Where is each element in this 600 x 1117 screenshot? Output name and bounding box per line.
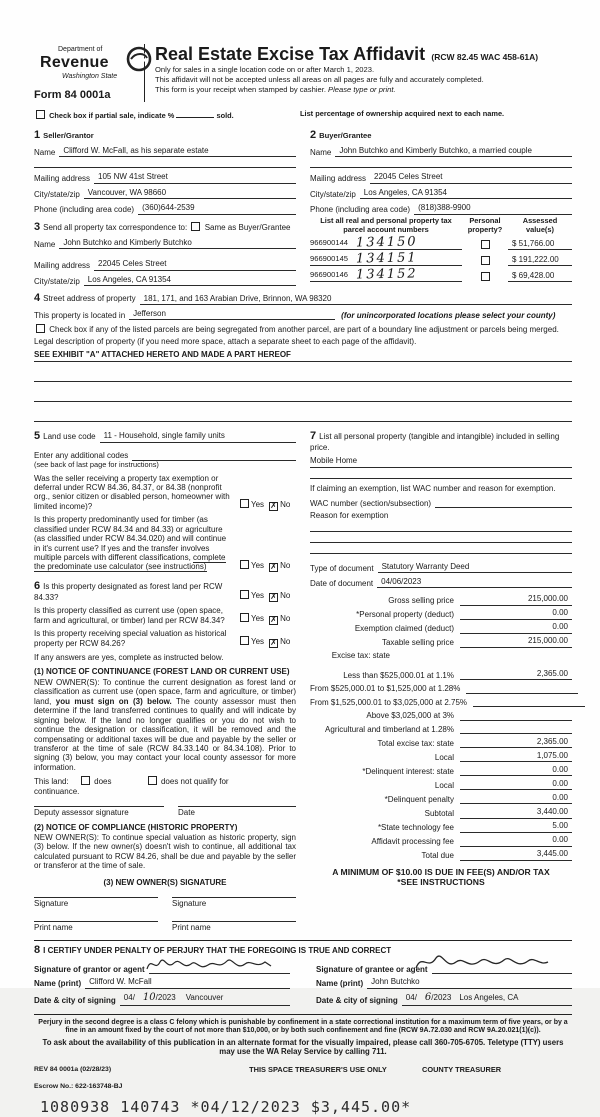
parcel-row (310, 234, 572, 251)
tax-row (310, 821, 572, 832)
forest-instruction: If any answers are yes, complete as instructed below. (34, 653, 224, 663)
assessed-value: $ 51,766.00 (508, 239, 572, 250)
personal-property-value: Mobile Home (310, 456, 572, 467)
yes-label: Yes (251, 500, 265, 510)
document-date-value: 04/06/2023 (377, 577, 572, 588)
tax-row (310, 737, 572, 748)
question-text (34, 515, 238, 572)
exemption-note: If claiming an exemption, list WAC number and reason for exemption. (310, 483, 556, 493)
tax-row-label: Local (434, 781, 454, 791)
new-owner-signature-row (34, 897, 296, 908)
tax-row-value (460, 723, 572, 734)
seller-phone-label: Phone (including area code) (34, 205, 135, 215)
header-note-2: This affidavit will not be accepted unless all areas on all pages are fully and accurately completed. (155, 75, 484, 85)
document-type-value: Statutory Warranty Deed (378, 562, 572, 573)
print-name-label: Print name (172, 921, 296, 932)
question-timber-use (34, 515, 296, 572)
question-answer (238, 636, 296, 648)
parcel-col-personal: Personal property? (467, 215, 503, 234)
no-checkbox (269, 563, 278, 572)
notice-compliance-title: (2) NOTICE OF COMPLIANCE (HISTORIC PROPERTY) (34, 822, 238, 832)
question-answer (238, 590, 296, 602)
correspondence-city-label: City/state/zip (34, 276, 80, 286)
notice-body-bold: you must sign on (3) below. (55, 696, 172, 706)
street-address-value: 181, 171, and 163 Arabian Drive, Brinnon, WA 98320 (140, 294, 572, 305)
tax-row-label: Excise tax: state (331, 651, 390, 661)
date-suffix: /2023 (431, 992, 452, 1002)
land-use-label: Land use code (43, 431, 96, 441)
tax-row (310, 765, 572, 776)
no-checkbox (269, 639, 278, 648)
no-label: No (280, 591, 291, 601)
question-answer (238, 499, 296, 511)
document-date-label: Date of document (310, 578, 374, 588)
parcel-handwritten-number: 134152 (355, 266, 418, 283)
tax-row-label: Exemption claimed (deduct) (354, 624, 454, 634)
ownership-note: List percentage of ownership acquired next to each name. (300, 109, 505, 119)
tax-row-label: *Delinquent penalty (384, 795, 454, 805)
personal-property-checkbox (481, 272, 490, 281)
tax-row-value: 3,445.00 (460, 849, 572, 860)
question-text: Is this property classified as current use (open space, farm and agricultural, or timber) land per RCW 84.34? (34, 606, 225, 625)
correspondence-mailing-value: 22045 Celes Street (94, 259, 296, 270)
tax-row-value: 0.00 (460, 608, 572, 619)
assessed-value: $ 69,428.00 (508, 271, 572, 282)
grantee-signature-block (316, 960, 572, 1005)
blank-line (34, 411, 572, 422)
tax-row-label: *Delinquent interest: state (362, 766, 454, 776)
notice-compliance-body: NEW OWNER(S): To continue special valuation as historic property, sign (3) below. If the new owner(s) doesn't wish to continue, all additional tax calculated pursuant to RCW 84.26, shall be due and payable by the seller or transferor at the time of sale. (34, 833, 296, 871)
section-correspondence (34, 221, 296, 234)
section-2-number: 2 (310, 129, 317, 142)
grantor-print-name: Clifford W. McFall (85, 977, 290, 988)
tax-row (310, 710, 572, 721)
grantee-print-label: Name (print) (316, 979, 364, 989)
partial-sale-label: Check box if partial sale, indicate % (49, 111, 175, 121)
tax-row-value: 215,000.00 (460, 594, 572, 605)
section-8-number: 8 (34, 944, 41, 957)
no-checkbox (269, 593, 278, 602)
tax-row-value: 3,440.00 (460, 807, 572, 818)
perjury-statement: Perjury in the second degree is a class C felony which is punishable by confinement in a state correctional institution for a maximum term of five years, or by a fine in an amount fixed by the court of not more than $10,000, or by both such confinement and fine (RCW 9A.72.030 and RCW 9A.20.021(1)(c)). (34, 1014, 572, 1036)
partial-sale-left (34, 110, 234, 121)
tax-row (310, 651, 572, 661)
section-property (34, 292, 572, 422)
tax-row-value: 0.00 (460, 835, 572, 846)
street-address-label: Street address of property (43, 294, 136, 304)
no-mark: ✗ (270, 592, 277, 602)
buyer-name-label: Name (310, 148, 332, 158)
grantor-date-label: Date & city of signing (34, 996, 116, 1006)
correspondence-label: Send all property tax correspondence to: (43, 222, 188, 232)
buyer-phone-label: Phone (including area code) (310, 205, 411, 215)
tax-row (310, 793, 572, 804)
correspondence-mailing-label: Mailing address (34, 261, 91, 271)
tax-row-label: Local (434, 752, 454, 762)
tax-row-label: Above $3,025,000 at 3% (366, 711, 454, 721)
notice-continuance-body (34, 678, 296, 772)
legal-description-value: SEE EXHIBIT "A" ATTACHED HERETO AND MADE A PART HEREOF (34, 350, 572, 361)
blank-line (310, 157, 572, 168)
no-label: No (280, 560, 291, 570)
header-note-3-italic: Please type or print. (328, 85, 396, 95)
land-use-code-value: 11 - Household, single family units (100, 431, 296, 442)
tax-row-value (466, 683, 578, 694)
escrow-number: Escrow No.: 622-163748-BJ (34, 1083, 123, 1091)
tax-row-label: Less than $525,000.01 at 1.1% (343, 670, 454, 680)
yes-checkbox (240, 636, 249, 645)
deputy-date-label: Date (178, 806, 296, 817)
correspondence-city-value: Los Angeles, CA 91354 (84, 275, 296, 286)
grantor-signature-label: Signature of grantor or agent (34, 964, 145, 974)
tax-row-label: Affidavit processing fee (371, 837, 454, 847)
accessibility-note: To ask about the availability of this publication in an alternate format for the visually impaired, please call 360-705-6705. Teletype (TTY) users may use the WA Relay Service by calling 711. (42, 1038, 564, 1057)
buyer-city-value: Los Angeles, CA 91354 (360, 188, 572, 199)
header-note-3-text: This form is your receipt when stamped by cashier. (155, 85, 329, 95)
new-owner-print-row (34, 921, 296, 932)
parcel-table (310, 217, 572, 282)
section-land-use (34, 430, 296, 572)
does-not-label: does not qualify for (160, 777, 229, 787)
no-mark: ✗ (270, 638, 277, 648)
question-tax-exemption (34, 474, 296, 512)
tax-row-label: From $1,525,000.01 to $3,025,000 at 2.75% (310, 697, 468, 707)
no-label: No (280, 500, 291, 510)
minimum-due-line2: *SEE INSTRUCTIONS (397, 876, 485, 887)
yes-checkbox (240, 590, 249, 599)
land-qualify-row (34, 776, 296, 796)
section-buyer (310, 129, 572, 286)
personal-property-checkbox (481, 240, 490, 249)
tax-computation-table (310, 594, 572, 860)
tax-row-label: Subtotal (424, 809, 454, 819)
wac-number-value (435, 497, 572, 508)
tax-row-value: 0.00 (460, 793, 572, 804)
deputy-signature-row (34, 806, 296, 817)
correspondence-name-value: John Butchko and Kimberly Butchko (59, 238, 296, 249)
form-title: Real Estate Excise Tax Affidavit (155, 44, 426, 64)
tax-row (310, 723, 572, 734)
this-land-label: This land: (34, 777, 69, 787)
tax-row-value (460, 651, 572, 661)
personal-property-label: List all personal property (tangible and intangible) included in selling price. (310, 431, 560, 452)
buyer-city-label: City/state/zip (310, 189, 356, 199)
grantor-print-label: Name (print) (34, 979, 82, 989)
date-prefix: 04/ (123, 992, 135, 1002)
tax-row (310, 636, 572, 647)
tax-row-label: Agricultural and timberland at 1.28% (325, 724, 454, 734)
partial-sale-sold-label: sold. (216, 111, 234, 121)
county-treasurer-label: COUNTY TREASURER (422, 1065, 502, 1075)
legal-description-label: Legal description of property (if you need more space, attach a separate sheet to each page of the affidavit). (34, 336, 417, 346)
seller-name-value: Clifford W. McFall, as his separate estate (59, 146, 296, 157)
no-checkbox (269, 616, 278, 625)
blank-line (34, 157, 296, 168)
section-personal-property (310, 430, 572, 932)
grantor-signature-block (34, 960, 290, 1005)
grantor-date-value (120, 992, 290, 1006)
parcel-row (310, 266, 572, 283)
tax-row-label: Taxable selling price (381, 638, 454, 648)
blank-line (310, 543, 572, 554)
seller-mailing-label: Mailing address (34, 174, 91, 184)
tax-row-value: 5.00 (460, 821, 572, 832)
does-label: does (94, 777, 112, 787)
yes-checkbox (240, 560, 249, 569)
date-prefix: 04/ (405, 992, 417, 1002)
correspondence-name-label: Name (34, 239, 56, 249)
tax-row (310, 594, 572, 605)
tax-row (310, 622, 572, 633)
blank-line (310, 468, 572, 479)
blank-line (34, 391, 572, 402)
signature-label: Signature (172, 897, 296, 908)
notice-body-post: The county assessor must then determine if the land transferred continues to qualify and will indicate by signing below. If the land no longer qualifies or you do not wish to continue the designation or classification, it will be removed and the compensating or additional taxes will be due and payable by the seller or transferor at the time of sale (RCW 84.33.140 or 84.34.108). Prior to signing (3) below, you may contact your local county assessor for more information. (34, 696, 296, 772)
grantee-signature (412, 952, 552, 976)
section-3-number: 3 (34, 220, 41, 233)
tax-row-label: Total due (421, 851, 454, 861)
seller-name-label: Name (34, 148, 56, 158)
header-note-1: Only for sales in a single location code on or after March 1, 2023. (155, 65, 375, 75)
additional-codes-note: (see back of last page for instructions) (34, 459, 159, 469)
continuance-label: continuance. (34, 786, 80, 796)
question-text: Was the seller receiving a property tax exemption or deferral under RCW 84.36, 84.37, or 84.38 (nonprofit org., senior citizen or disabled person, homeowner with limited income)? (34, 473, 230, 511)
deputy-assessor-signature-label: Deputy assessor signature (34, 806, 164, 817)
section-6-number: 6 (34, 579, 41, 592)
yes-label: Yes (251, 614, 265, 624)
date-day-handwritten: 6 (424, 991, 432, 1003)
personal-property-checkbox (481, 256, 490, 265)
tax-row-label: *State technology fee (377, 823, 454, 833)
no-checkbox (269, 502, 278, 511)
buyer-phone-value: (818)388-9900 (414, 203, 572, 214)
form-number: Form 84 0001a (34, 89, 111, 102)
county-value: Jefferson (129, 309, 335, 320)
segregated-checkbox (36, 324, 45, 333)
blank-line (310, 521, 572, 532)
tax-row-label: From $525,000.01 to $1,525,000 at 1.28% (310, 684, 461, 694)
parcel-account: 966900146 (310, 270, 349, 280)
no-label: No (280, 637, 291, 647)
section-4-number: 4 (34, 292, 41, 305)
same-as-buyer-checkbox (191, 222, 200, 231)
title-block (144, 44, 572, 102)
partial-sale-row (34, 110, 572, 121)
question-forest-land (34, 580, 296, 602)
located-note: (for unincorporated locations please select your county) (341, 311, 556, 321)
parcel-account: 966900144 (310, 238, 349, 248)
tax-row-value: 2,365.00 (460, 737, 572, 748)
new-owner-signature-title: (3) NEW OWNER(S) SIGNATURE (103, 877, 227, 887)
tax-row-value: 2,365.00 (460, 669, 572, 680)
tax-row (310, 835, 572, 846)
parcel-handwritten-number: 134151 (355, 250, 418, 267)
grantee-date-value (402, 992, 572, 1006)
tax-row (310, 669, 572, 680)
agency-block (34, 44, 144, 102)
section-5-number: 5 (34, 429, 41, 442)
notice-continuance-title: (1) NOTICE OF CONTINUANCE (FOREST LAND OR CURRENT USE) (34, 667, 290, 677)
does-checkbox (81, 776, 90, 785)
grantee-print-name: John Butchko (367, 977, 572, 988)
seller-mailing-value: 105 NW 41st Street (94, 172, 296, 183)
no-mark: ✗ (270, 615, 277, 625)
signing-city: Los Angeles, CA (459, 992, 519, 1002)
section-seller (34, 129, 296, 286)
section-7-number: 7 (310, 429, 317, 442)
seller-phone-value: (360)644-2539 (138, 203, 296, 214)
agency-name: Revenue (40, 54, 109, 72)
tax-row-value (473, 696, 585, 707)
date-suffix: /2023 (155, 992, 176, 1002)
question-text-main: Is this property designated as forest land per RCW 84.33? (34, 581, 223, 602)
question-text-main: Is this property predominantly used for timber (as classified under RCW 84.34 and 84.33) or agriculture (as classified under RCW 84.34.020) and will continue in it's current use? If yes and the transfer involves multiple parcels with different classifications, (34, 515, 227, 562)
section-1-heading: Seller/Grantor (43, 131, 94, 141)
certify-heading: I CERTIFY UNDER PENALTY OF PERJURY THAT THE FOREGOING IS TRUE AND CORRECT (43, 946, 392, 956)
tax-row-value (460, 710, 572, 721)
buyer-mailing-value: 22045 Celes Street (370, 172, 572, 183)
segregated-label: Check box if any of the listed parcels are being segregated from another parcel, are part of a boundary line adjustment or parcels being merged. (49, 325, 559, 335)
grantee-signature-label: Signature of grantee or agent (316, 964, 428, 974)
tax-row (310, 849, 572, 860)
yes-label: Yes (251, 637, 265, 647)
partial-sale-checkbox (36, 110, 45, 119)
buyer-mailing-label: Mailing address (310, 174, 367, 184)
yes-label: Yes (251, 591, 265, 601)
signature-label: Signature (34, 897, 158, 908)
wac-number-label: WAC number (section/subsection) (310, 498, 432, 508)
tax-row (310, 696, 572, 707)
form-title-rcw: (RCW 82.45 WAC 458-61A) (431, 52, 539, 62)
signing-city: Vancouver (185, 992, 224, 1002)
document-type-label: Type of document (310, 563, 374, 573)
section-2-heading: Buyer/Grantee (319, 131, 372, 141)
question-text: Is this property receiving special valuation as historical property per RCW 84.26? (34, 629, 227, 648)
percent-blank-line (176, 117, 214, 118)
minimum-due-line1: A MINIMUM OF $10.00 IS DUE IN FEE(S) AND/OR TAX (332, 866, 550, 877)
header-note-3 (155, 86, 572, 95)
tax-row-label: *Personal property (deduct) (356, 610, 454, 620)
yes-checkbox (240, 613, 249, 622)
question-current-use (34, 606, 296, 625)
form-header (34, 44, 572, 102)
tax-row (310, 683, 572, 694)
cashier-receipt-stamp: 1080938 140743 *04/12/2023 $3,445.00* (40, 1098, 412, 1117)
question-text-underlined: complete the predominate use calculator (see instructions) (34, 553, 226, 572)
tax-row-value: 0.00 (460, 765, 572, 776)
parcel-handwritten-number: 134150 (355, 234, 418, 251)
no-mark: ✗ (270, 561, 277, 571)
tax-row-value: 215,000.00 (460, 636, 572, 647)
blank-line (34, 371, 572, 382)
does-not-checkbox (148, 776, 157, 785)
parcel-col-accounts: List all real and personal property tax parcel account numbers (320, 215, 452, 234)
section-forest-land (34, 580, 296, 932)
rev-number: REV 84 0001a (02/28/23) (34, 1066, 112, 1074)
blank-line (310, 532, 572, 543)
grantee-date-label: Date & city of signing (316, 996, 398, 1006)
no-mark: ✗ (270, 501, 277, 511)
tax-row-label: Gross selling price (388, 596, 454, 606)
question-answer (238, 613, 296, 625)
parcel-account: 966900145 (310, 254, 349, 264)
notice-body-pre: NEW OWNER(S): To continue the current designation as forest land or classification as current use (open space, farm and agriculture, or timber) land, (34, 677, 296, 706)
grantor-signature (144, 954, 274, 976)
section-1-number: 1 (34, 129, 41, 142)
buyer-name-value: John Butchko and Kimberly Butchko, a married couple (335, 146, 572, 157)
same-as-buyer-label: Same as Buyer/Grantee (204, 222, 291, 232)
tax-row-label: Total excise tax: state (377, 738, 454, 748)
footer-row (34, 1066, 572, 1075)
tax-row-value: 1,075.00 (460, 751, 572, 762)
seller-city-label: City/state/zip (34, 189, 80, 199)
additional-codes-label: Enter any additional codes (34, 451, 129, 461)
agency-state: Washington State (62, 73, 118, 81)
minimum-due-note (310, 867, 572, 887)
tax-row (310, 751, 572, 762)
tax-row (310, 608, 572, 619)
question-text (34, 580, 238, 602)
question-answer (238, 560, 296, 572)
agency-dept: Department of (58, 46, 103, 53)
parcel-col-assessed: Assessed value(s) (522, 215, 558, 234)
parcel-row (310, 250, 572, 267)
treasurer-use-only-label: THIS SPACE TREASURER'S USE ONLY (249, 1065, 387, 1075)
yes-checkbox (240, 499, 249, 508)
tax-row (310, 807, 572, 818)
print-name-label: Print name (34, 921, 158, 932)
question-historical (34, 629, 296, 648)
revenue-logo-icon (126, 46, 152, 74)
tax-row (310, 779, 572, 790)
legal-description-blank-lines (34, 371, 572, 422)
yes-label: Yes (251, 560, 265, 570)
no-label: No (280, 614, 291, 624)
seller-city-value: Vancouver, WA 98660 (84, 188, 296, 199)
reason-for-exemption-label: Reason for exemption (310, 511, 389, 521)
assessed-value: $ 191,222.00 (508, 255, 572, 266)
tax-row-value: 0.00 (460, 622, 572, 633)
tax-row-value: 0.00 (460, 779, 572, 790)
located-in-label: This property is located in (34, 311, 126, 321)
date-day-handwritten: 10 (142, 991, 156, 1003)
